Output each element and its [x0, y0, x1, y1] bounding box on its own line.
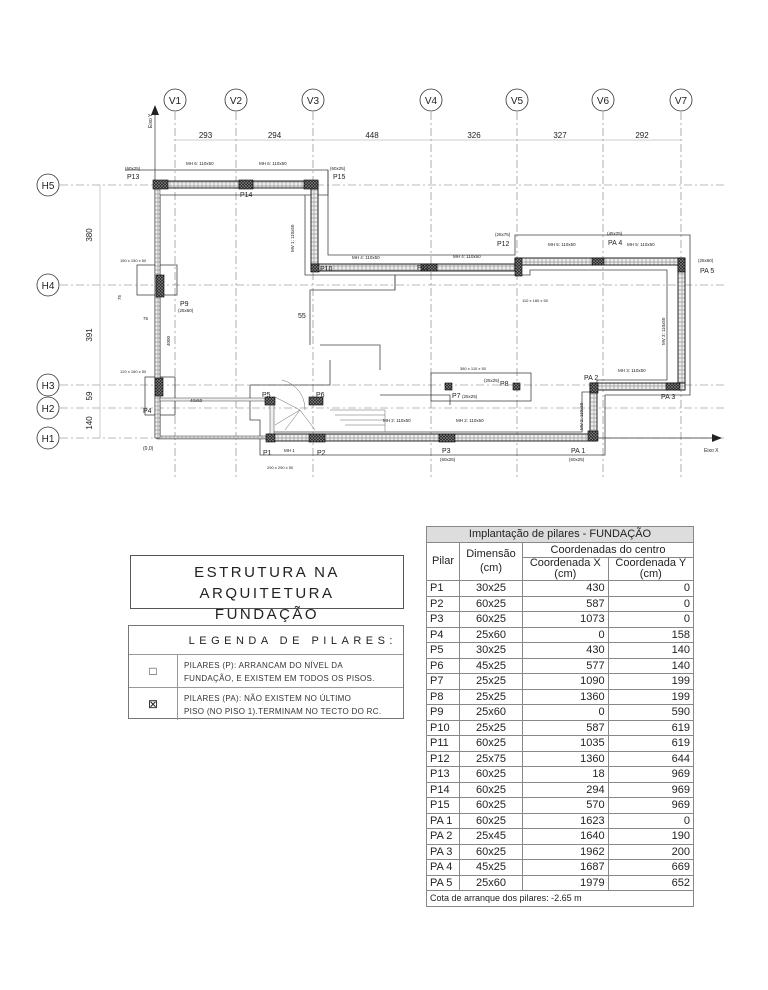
pillar-label-p1: P1	[263, 450, 272, 457]
dimension-label: 55	[298, 313, 306, 320]
cell-x: 294	[523, 782, 609, 798]
pillar-size-label: (60x25)	[569, 457, 585, 462]
cell-x: 1979	[523, 875, 609, 891]
cell-x: 1687	[523, 860, 609, 876]
table-row	[427, 875, 694, 891]
table-row	[427, 581, 694, 597]
pillar-table	[426, 526, 694, 907]
cell-pilar: PA 1	[427, 813, 460, 829]
crossed-square-pillar-icon: ⊠	[129, 688, 178, 720]
col-dimension: Dimensão (cm)	[460, 542, 523, 581]
pillar-label-p8: P8	[500, 381, 509, 388]
legend-item	[129, 655, 403, 688]
table-row	[427, 705, 694, 721]
cell-y: 140	[608, 658, 693, 674]
legend-text: PILARES (P): ARRANCAM DO NÍVEL DA	[184, 661, 343, 670]
cell-x: 430	[523, 581, 609, 597]
cell-dimension: 60x25	[460, 813, 523, 829]
pillar-size-label: (60x25)	[440, 457, 456, 462]
cell-y: 140	[608, 643, 693, 659]
beam-label: MH 4: 110x50	[453, 254, 481, 259]
cell-pilar: P3	[427, 612, 460, 628]
cell-x: 1090	[523, 674, 609, 690]
cell-y: 0	[608, 612, 693, 628]
pillar-label-p2: P2	[317, 450, 326, 457]
pillar-mark	[311, 264, 319, 272]
cell-x: 430	[523, 643, 609, 659]
dimension-x: 327	[553, 131, 567, 140]
cell-dimension: 25x75	[460, 751, 523, 767]
pillar-mark	[513, 383, 520, 390]
footing-label: 150 x 150 x 50	[120, 258, 147, 263]
cell-y: 158	[608, 627, 693, 643]
cell-dimension: 60x25	[460, 782, 523, 798]
table-row	[427, 782, 694, 798]
axis-label: V7	[674, 96, 688, 107]
cell-dimension: 25x25	[460, 674, 523, 690]
dimension-label: 75	[143, 316, 149, 321]
pillar-mark	[439, 434, 455, 442]
pillar-mark	[445, 383, 452, 390]
table-row	[427, 643, 694, 659]
square-pillar-icon: □	[129, 655, 178, 687]
beam-label: MH 5: 110x50	[627, 242, 655, 247]
cell-y: 200	[608, 844, 693, 860]
foundation-outlines	[125, 170, 690, 455]
cell-dimension: 45x25	[460, 658, 523, 674]
dimension-y: 59	[85, 391, 94, 401]
cell-dimension: 25x60	[460, 875, 523, 891]
cell-pilar: PA 4	[427, 860, 460, 876]
beam-label: MH 1	[284, 448, 295, 453]
y-axis-arrow-icon	[151, 105, 159, 115]
pillar-mark	[515, 258, 522, 276]
pillar-label-p3: P3	[442, 448, 451, 455]
cell-y: 619	[608, 720, 693, 736]
legend-text: PISO (NO PISO 1).TERMINAM NO TECTO DO RC.	[184, 707, 382, 716]
pillar-size-label: (60x25)	[330, 166, 346, 171]
cell-pilar: P13	[427, 767, 460, 783]
pillar-size-label: (60x25)	[125, 166, 141, 171]
cell-pilar: PA 5	[427, 875, 460, 891]
table-row	[427, 596, 694, 612]
y-axis-label: Eixo Y	[148, 113, 154, 128]
table-row	[427, 627, 694, 643]
cell-dimension: 30x25	[460, 643, 523, 659]
pillar-label-p4: P4	[143, 408, 152, 415]
cell-y: 969	[608, 782, 693, 798]
cell-pilar: PA 3	[427, 844, 460, 860]
beam-label: MV 3: 110x50	[661, 317, 666, 345]
cell-dimension: 60x25	[460, 612, 523, 628]
footing-label: 110 x 160 x 50	[522, 298, 548, 303]
pillar-mark	[309, 434, 325, 442]
cell-x: 577	[523, 658, 609, 674]
beams	[155, 181, 685, 441]
cell-pilar: PA 2	[427, 829, 460, 845]
pillar-label-p12: P12	[497, 241, 510, 248]
legend-text: PILARES (PA): NÃO EXISTEM NO ÚLTIMO	[184, 694, 352, 703]
pillar-mark	[153, 180, 168, 189]
axis-label: V6	[596, 96, 610, 107]
cell-pilar: P10	[427, 720, 460, 736]
origin-label: (0,0)	[143, 446, 154, 452]
pillar-mark	[156, 275, 164, 297]
cell-x: 587	[523, 720, 609, 736]
cell-x: 1962	[523, 844, 609, 860]
table-row	[427, 689, 694, 705]
table-row	[427, 658, 694, 674]
x-axis-arrow-icon	[712, 434, 722, 442]
cell-y: 199	[608, 689, 693, 705]
pillar-label-p10: P10	[320, 266, 333, 273]
dimension-y: 380	[85, 228, 94, 242]
beam-label: 40x50	[190, 398, 203, 403]
table-row	[427, 736, 694, 752]
cell-dimension: 25x60	[460, 705, 523, 721]
table-row	[427, 674, 694, 690]
axis-label: V5	[510, 96, 524, 107]
cell-y: 190	[608, 829, 693, 845]
cell-dimension: 60x25	[460, 736, 523, 752]
pillar-label-p6: P6	[316, 392, 325, 399]
cell-pilar: P7	[427, 674, 460, 690]
cell-y: 0	[608, 813, 693, 829]
beam-label: MH 4: 110x50	[352, 255, 380, 260]
cell-dimension: 25x45	[460, 829, 523, 845]
axis-label: H5	[41, 181, 55, 192]
legend-heading: LEGENDA DE PILARES:	[129, 626, 403, 655]
cell-dimension: 25x25	[460, 720, 523, 736]
axis-label: V3	[306, 96, 320, 107]
pillar-size-label: (25x60)	[698, 258, 714, 263]
col-y: Coordenada Y (cm)	[608, 558, 693, 581]
cell-y: 644	[608, 751, 693, 767]
pillar-mark	[239, 180, 253, 189]
table-row	[427, 720, 694, 736]
staircase	[275, 380, 385, 432]
pillar-mark	[304, 180, 318, 189]
table-row	[427, 844, 694, 860]
pillar-label-p13: P13	[127, 174, 140, 181]
cell-pilar: P2	[427, 596, 460, 612]
cell-y: 969	[608, 767, 693, 783]
dimension-label: 75	[117, 294, 122, 300]
drawing-title: ESTRUTURA NA ARQUITETURA	[194, 564, 340, 602]
beam-label: MH 2: 110x50	[383, 418, 411, 423]
pillar-label-p11: P11	[417, 265, 429, 272]
drawing-title-box	[130, 555, 404, 623]
dimension-y: 391	[85, 328, 94, 342]
dimension-y: 140	[85, 416, 94, 430]
col-pilar: Pilar	[427, 542, 460, 581]
cell-y: 0	[608, 596, 693, 612]
cell-pilar: P11	[427, 736, 460, 752]
cell-dimension: 45x25	[460, 860, 523, 876]
table-row	[427, 612, 694, 628]
pillar-label-p5: P5	[262, 392, 271, 399]
pillar-label-p7: P7	[452, 393, 461, 400]
footing-label: 380 x 110 x 50	[460, 366, 486, 371]
cell-x: 0	[523, 705, 609, 721]
pillar-legend	[128, 625, 404, 719]
cell-y: 590	[608, 705, 693, 721]
cell-dimension: 30x25	[460, 581, 523, 597]
table-row	[427, 860, 694, 876]
cell-dimension: 60x25	[460, 844, 523, 860]
beam-label: MH 6: 110x50	[259, 161, 287, 166]
pillar-size-label: (25x60)	[178, 308, 194, 313]
cell-x: 1073	[523, 612, 609, 628]
x-axis-label: Eixo X	[704, 448, 719, 454]
cell-x: 0	[523, 627, 609, 643]
pillar-mark	[266, 434, 275, 442]
table-row	[427, 813, 694, 829]
cell-y: 652	[608, 875, 693, 891]
pillar-size-label: (25x25)	[484, 378, 500, 383]
cell-pilar: P4	[427, 627, 460, 643]
axis-label: H4	[41, 281, 55, 292]
pillar-mark	[155, 378, 163, 396]
pillar-label-p15: P15	[333, 174, 346, 181]
axis-label: V2	[229, 96, 243, 107]
cell-pilar: P6	[427, 658, 460, 674]
cell-dimension: 25x60	[460, 627, 523, 643]
pillar-label-pa3: PA 3	[661, 394, 676, 401]
dimension-x: 294	[267, 131, 282, 140]
cell-pilar: P15	[427, 798, 460, 814]
axis-label: V1	[168, 96, 182, 107]
axis-label: H2	[41, 404, 55, 415]
cell-y: 199	[608, 674, 693, 690]
table-footer: Cota de arranque dos pilares: -2.65 m	[427, 891, 694, 907]
pillar-label-pa4: PA 4	[608, 240, 623, 247]
beam-label: MH 5: 110x50	[548, 242, 576, 247]
table-title: Implantação de pilares - FUNDAÇÃO	[427, 527, 694, 543]
cell-x: 1623	[523, 813, 609, 829]
axis-label: H1	[41, 434, 55, 445]
drawing-subtitle: FUNDAÇÃO	[214, 606, 320, 623]
cell-y: 0	[608, 581, 693, 597]
beam-label: MV 2: 110x50	[579, 402, 584, 430]
beam-label: MH 3: 110x50	[618, 368, 646, 373]
pillar-label-pa2: PA 2	[584, 375, 599, 382]
pillar-mark	[666, 383, 680, 390]
pillar-mark	[588, 431, 598, 441]
pillar-mark	[678, 258, 685, 272]
pillar-label-pa5: PA 5	[700, 268, 715, 275]
legend-text: FUNDAÇÃO, E EXISTEM EM TODOS OS PISOS.	[184, 674, 375, 683]
dimension-label: 4000	[166, 335, 171, 346]
cell-x: 570	[523, 798, 609, 814]
cell-dimension: 60x25	[460, 798, 523, 814]
beam-label: MH 6: 110x50	[186, 161, 214, 166]
col-group-coordinates: Coordenadas do centro	[523, 542, 694, 558]
table-row	[427, 798, 694, 814]
table-row	[427, 829, 694, 845]
footing-label: 290 x 290 x 50	[267, 465, 294, 470]
pillar-mark	[592, 258, 604, 265]
beam-label: MH 2: 110x50	[456, 418, 484, 423]
legend-item	[129, 688, 403, 720]
pillar-size-label: (25x75)	[495, 232, 511, 237]
cell-y: 969	[608, 798, 693, 814]
pillar-size-label: (45x25)	[607, 231, 623, 236]
cell-dimension: 25x25	[460, 689, 523, 705]
cell-dimension: 60x25	[460, 767, 523, 783]
cell-pilar: P12	[427, 751, 460, 767]
axis-label: H3	[41, 381, 55, 392]
cell-pilar: P14	[427, 782, 460, 798]
cell-pilar: P9	[427, 705, 460, 721]
cell-x: 587	[523, 596, 609, 612]
pillar-mark	[590, 383, 598, 393]
dimension-x: 292	[635, 131, 649, 140]
pillar-label-pa1: PA 1	[571, 448, 586, 455]
dimension-x: 448	[365, 131, 379, 140]
footing-label: 120 x 160 x 50	[120, 369, 147, 374]
cell-pilar: P5	[427, 643, 460, 659]
table-row	[427, 751, 694, 767]
dimension-x: 293	[198, 131, 213, 140]
col-x: Coordenada X (cm)	[523, 558, 609, 581]
cell-x: 1035	[523, 736, 609, 752]
cell-pilar: P8	[427, 689, 460, 705]
dimension-x: 326	[467, 131, 481, 140]
cell-x: 1360	[523, 751, 609, 767]
cell-x: 1640	[523, 829, 609, 845]
cell-pilar: P1	[427, 581, 460, 597]
cell-x: 1360	[523, 689, 609, 705]
pillar-label-p9: P9	[180, 301, 189, 308]
table-row	[427, 767, 694, 783]
cell-x: 18	[523, 767, 609, 783]
cell-y: 619	[608, 736, 693, 752]
cell-dimension: 60x25	[460, 596, 523, 612]
beam-label: MV 1: 110x50	[290, 224, 295, 252]
cell-y: 669	[608, 860, 693, 876]
axis-label: V4	[424, 96, 438, 107]
pillar-size-label: (25x25)	[462, 394, 478, 399]
pillar-label-p14: P14	[240, 192, 253, 199]
